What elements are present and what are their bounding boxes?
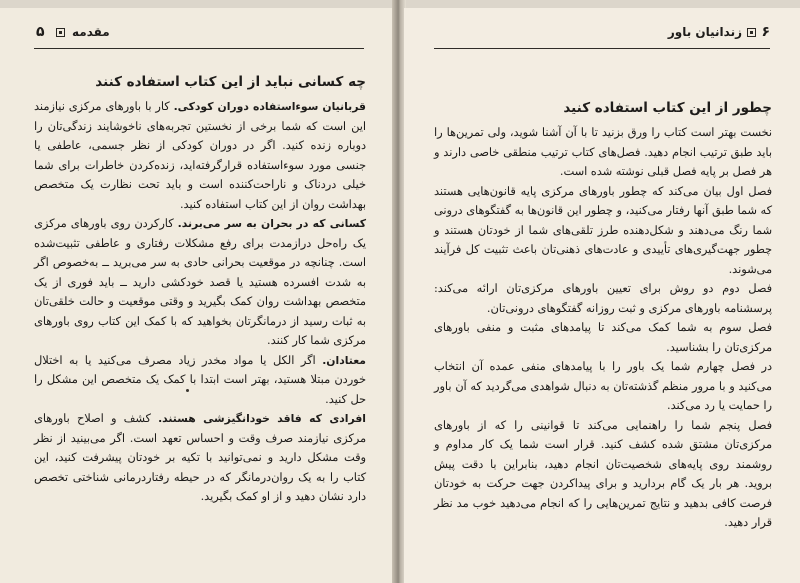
running-title: مقدمه	[72, 25, 110, 39]
section-heading: چطور از این کتاب استفاده کنید	[563, 100, 772, 116]
paragraph	[34, 409, 366, 507]
paragraph-text: کارکردن روی باورهای مرکزی یک راه‌حل درازمدت برای رفع مشکلات رفتاری و عاطفی تثبیت‌شده است. چنانچه در موقعیت بحرانی حادی به سر می‌برید ــ به‌خصوص اگر به شدت افسرده هستید یا قصد خودکشی دارید ــ باید فوری از یک متخصص بهداشت روان کمک بگیرید و وقتی موقعیت و حالت خلقی‌تان به ثبات رسید از درمانگرتان بخواهید که با کمک این کتاب روی باورهای مرکزی شما کار کنند.	[34, 217, 366, 347]
ornament-square-icon	[747, 28, 756, 37]
ornament-square-icon	[56, 28, 65, 37]
right-page	[404, 8, 800, 583]
paragraph-lead: معتادان.	[322, 353, 366, 367]
right-page-header	[404, 24, 800, 44]
paragraph-text: اگر الکل یا مواد مخدر زیاد مصرف می‌کنید یا به اختلال خوردن مبتلا هستید، بهتر است ابتدا با کمک یک متخصص این مشکل را حل کنید.	[34, 353, 366, 406]
paragraph-lead: افرادی که فاقد خودانگیزشی هستند.	[158, 412, 366, 425]
left-page-body	[34, 72, 366, 507]
ink-speck	[186, 389, 189, 392]
paragraph-lead: قربانیان سوءاستفاده دوران کودکی.	[173, 100, 366, 113]
paragraph: فصل پنجم شما را راهنمایی می‌کند تا قوانینی را که از باورهای مرکزی‌تان مشتق شده کشف کنید. قرار است شما یک کار مداوم و روشمند روی پایه‌های شخصیت‌تان انجام دهید، بنابراین با دقت پیش بروید. هر بار یک گام بردارید و برای پیداکردن جهت حرکت به خودتان فرصت کافی بدهید و نتایج تمرین‌هایی را که انجام می‌دهید خوب مد نظر قرار دهید.	[434, 418, 772, 529]
running-title: زندانیان باور	[667, 25, 742, 39]
paragraph: نخست بهتر است کتاب را ورق بزنید تا با آن آشنا شوید، ولی تمرین‌ها را باید طبق ترتیب انجام دهید. فصل‌های کتاب ترتیب منطقی خاصی دارند و هر فصل بر پایه فصل قبلی نوشته شده است.	[434, 126, 772, 178]
paragraph	[34, 97, 366, 214]
page-number: ۶	[761, 24, 770, 40]
paragraph: فصل دوم دو روش برای تعیین باورهای مرکزی‌تان ارائه می‌کند: پرسشنامه باورهای مرکزی و ثبت روزانه گفتگوهای درونی‌تان.	[434, 282, 772, 315]
paragraph	[34, 351, 366, 410]
paragraph: فصل اول بیان می‌کند که چطور باورهای مرکزی پایه قانون‌هایی هستند که شما طبق آنها رفتار می‌کنید، و چطور این قانون‌ها به گفتگوهای درونی شما رنگ می‌دهند و شکل‌دهنده طرز تلقی‌های شما از خودتان هستند و چطور جهت‌گیری‌های تأییدی و عادت‌های ذهنی‌تان باعث تثبیت کل فرآیند می‌شوند.	[434, 184, 772, 276]
page-number: ۵	[36, 24, 45, 40]
paragraph	[34, 214, 366, 351]
left-page-header	[0, 24, 394, 44]
paragraph-text: کشف و اصلاح باورهای مرکزی نیازمند صرف وقت و احساس تعهد است. اگر می‌بینید از نظر وقت مشکل دارید و نمی‌توانید با تکیه بر خودتان پیشرفت کنید، این کتاب را به یک روان‌درمانگر که در حیطه رفتاردرمانی شناختی تخصص دارد نشان دهید و از او کمک بگیرید.	[34, 412, 366, 503]
paragraph-lead: کسانی که در بحران به سر می‌برند.	[177, 217, 366, 230]
header-rule	[34, 48, 364, 49]
paragraph: فصل سوم به شما کمک می‌کند تا پیامدهای مثبت و منفی باورهای مرکزی‌تان را بشناسید.	[434, 321, 772, 354]
left-page	[0, 8, 394, 583]
header-rule	[434, 48, 770, 49]
paragraph: در فصل چهارم شما یک باور را با پیامدهای منفی عمده آن انتخاب می‌کنید و با مرور منظم گذشته‌تان به دنبال شواهدی می‌گردید که آن باور را حمایت یا رد می‌کند.	[434, 360, 772, 412]
paragraph-text: کار با باورهای مرکزی نیازمند این است که شما برخی از نخستین تجربه‌های ناخوشایند زندگی‌تان را دوباره زنده کنید. اگر در دوران کودکی از نظر جسمی، عاطفی یا جنسی مورد سوءاستفاده قرارگرفته‌اید، زنده‌کردن خاطرات برای شما خیلی دردناک و ناراحت‌کننده است و باید تحت نظارت یک متخصص بهداشت روان از این کتاب استفاده کنید.	[34, 100, 366, 211]
right-page-body	[434, 98, 772, 533]
section-heading: چه کسانی نباید از این کتاب استفاده کنند	[95, 74, 366, 90]
